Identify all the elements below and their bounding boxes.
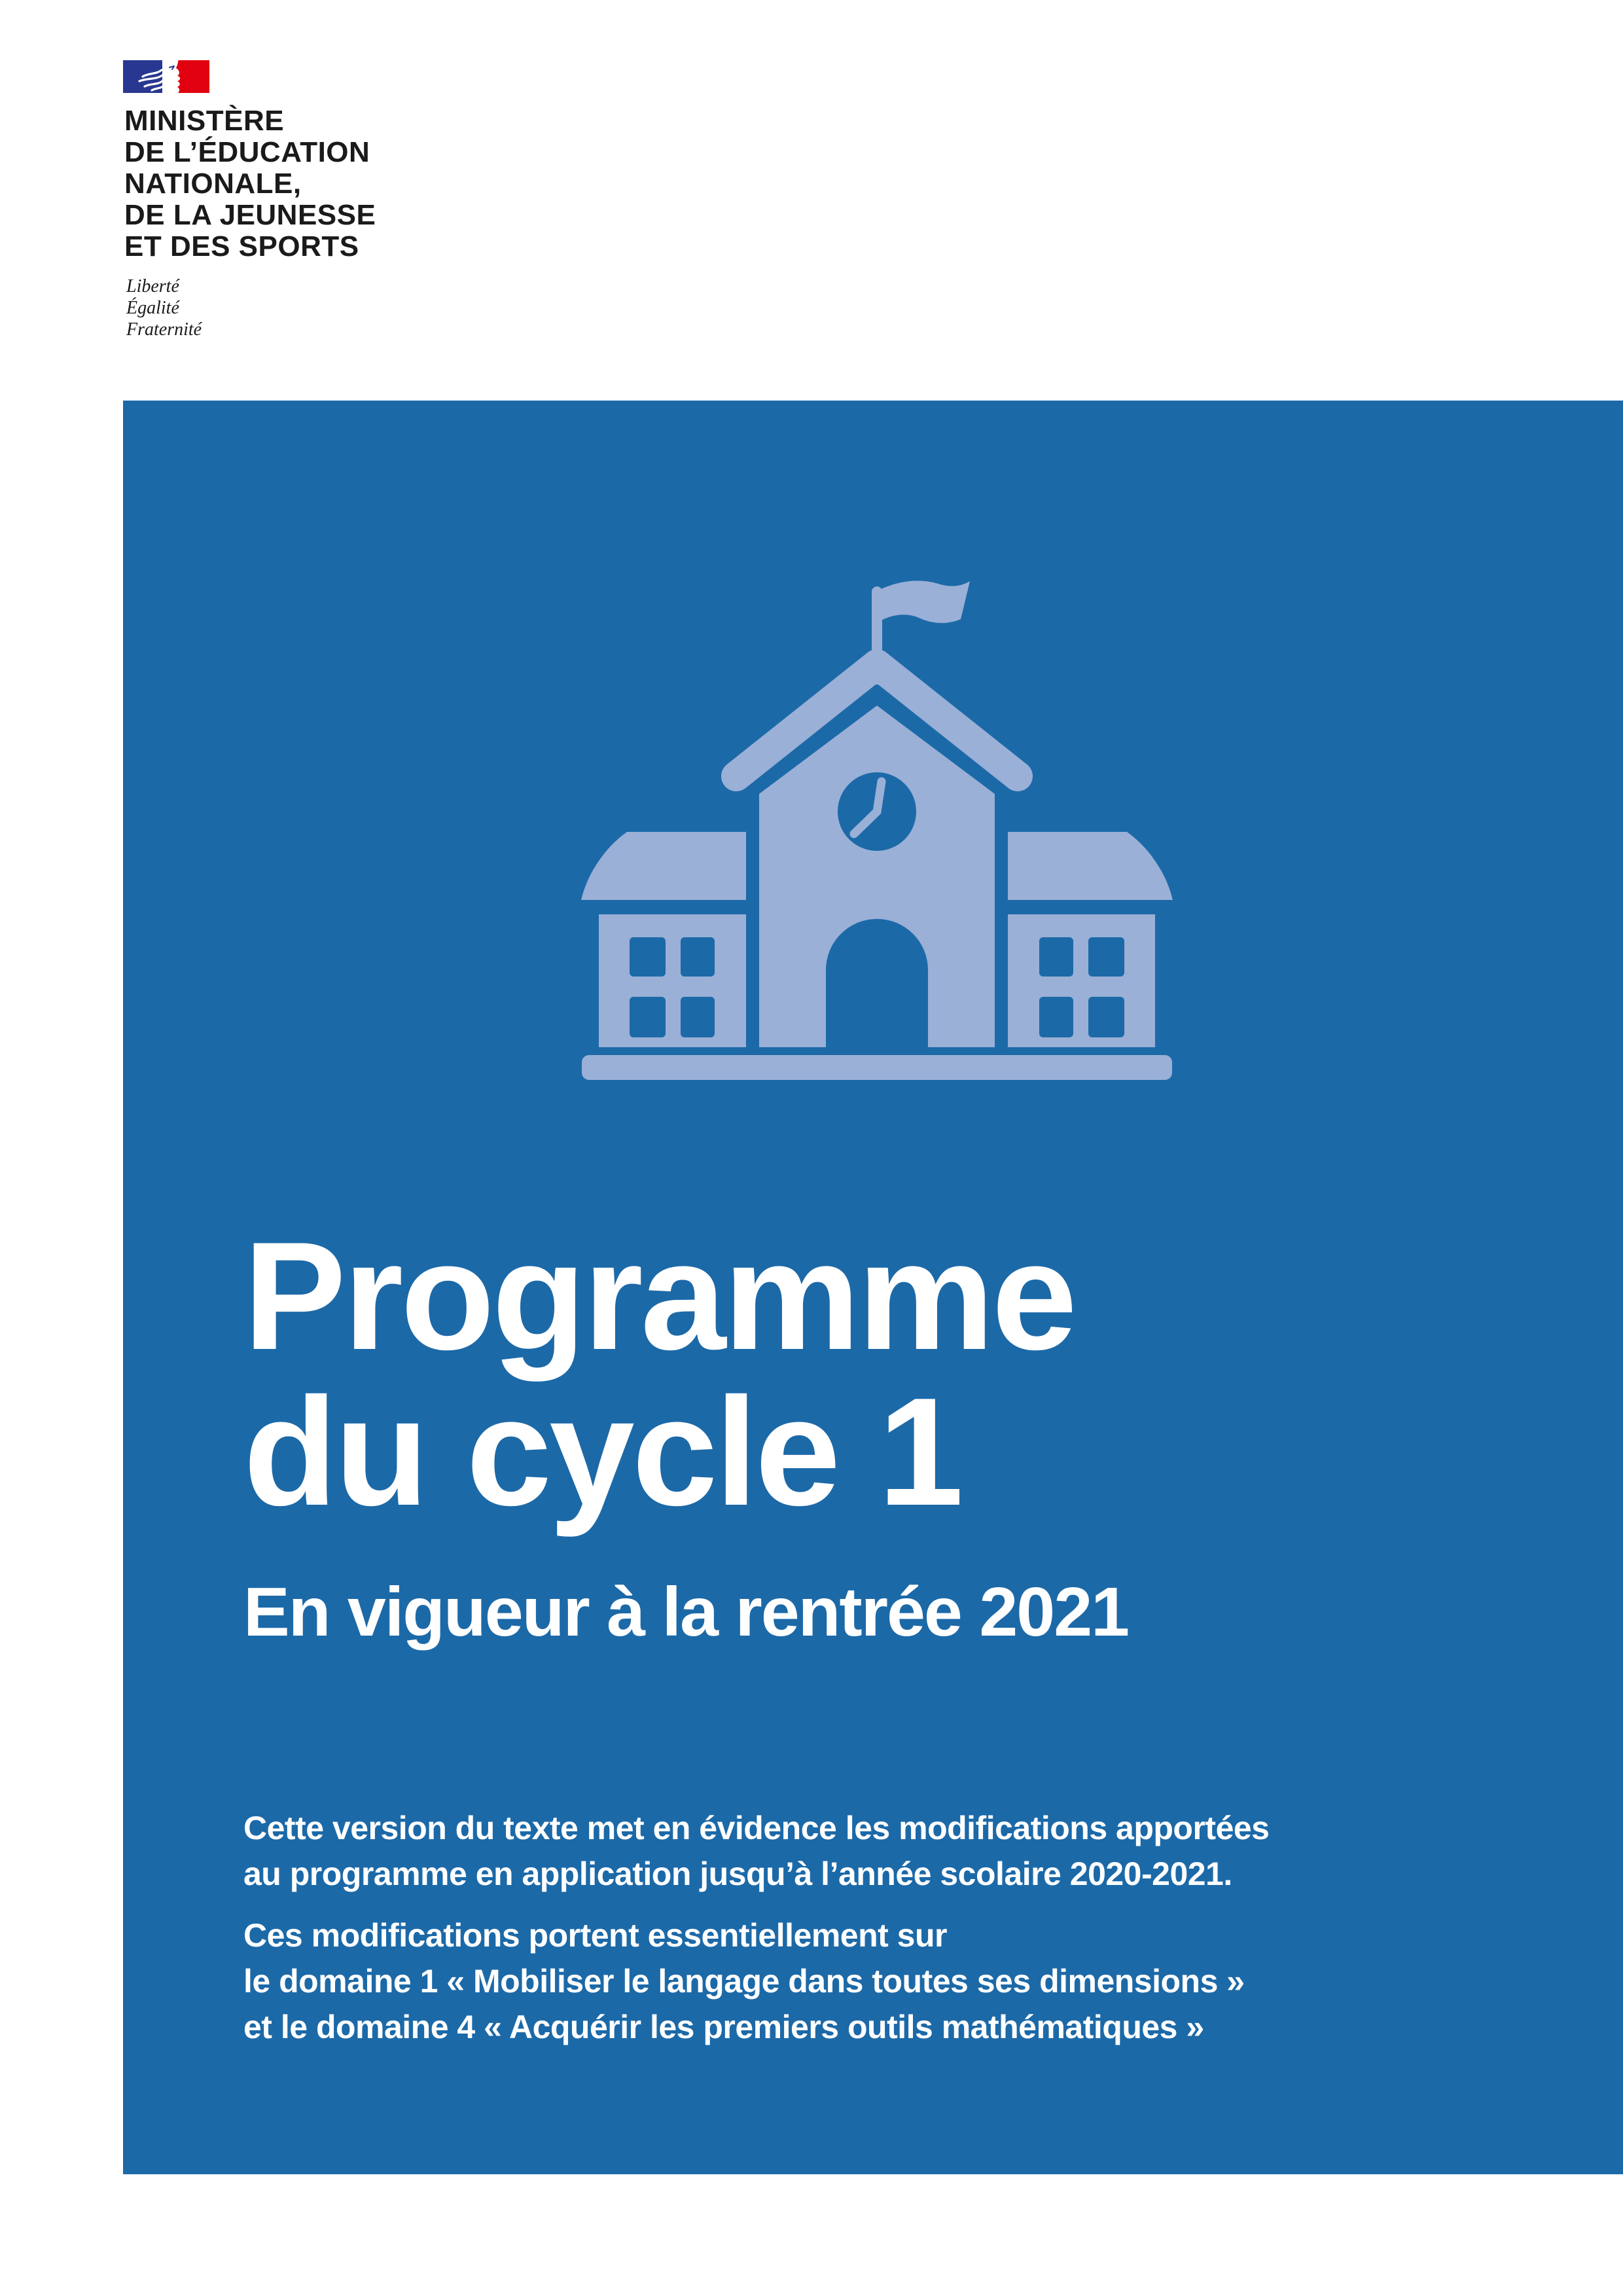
ministry-name-line: ET DES SPORTS [124, 230, 359, 262]
intro-line: Ces modifications portent essentiellement sur [243, 1917, 947, 1954]
page-subtitle: En vigueur à la rentrée 2021 [243, 1573, 1129, 1651]
french-flag-marianne-logo [123, 60, 209, 93]
ministry-name-line: MINISTÈRE [124, 105, 285, 137]
ministry-name-line: NATIONALE, [124, 168, 302, 200]
ministry-name [124, 105, 376, 262]
page-title [243, 1210, 1075, 1537]
intro-line: Cette version du texte met en évidence les modifications apportées [243, 1810, 1270, 1846]
motto-line: Égalité [126, 298, 179, 318]
intro-line: et le domaine 4 « Acquérir les premiers outils mathématiques » [243, 2009, 1204, 2045]
intro-text [243, 1805, 1270, 2050]
ministry-name-line: DE L’ÉDUCATION [124, 136, 370, 168]
intro-line: au programme en application jusqu’à l’année scolaire 2020-2021. [243, 1856, 1232, 1892]
page-title-line: du cycle 1 [243, 1365, 961, 1537]
school-icon [581, 579, 1173, 1080]
ministry-name-line: DE LA JEUNESSE [124, 199, 376, 231]
motto-line: Liberté [126, 276, 179, 296]
page-title-line: Programme [243, 1210, 1075, 1382]
intro-line: le domaine 1 « Mobiliser le langage dans toutes ses dimensions » [243, 1963, 1245, 2000]
intro-paragraph-1 [243, 1805, 1270, 1897]
motto-line: Fraternité [126, 319, 202, 340]
republic-motto [126, 276, 202, 340]
intro-paragraph-2 [243, 1912, 1270, 2050]
cover-panel [123, 401, 1623, 2174]
